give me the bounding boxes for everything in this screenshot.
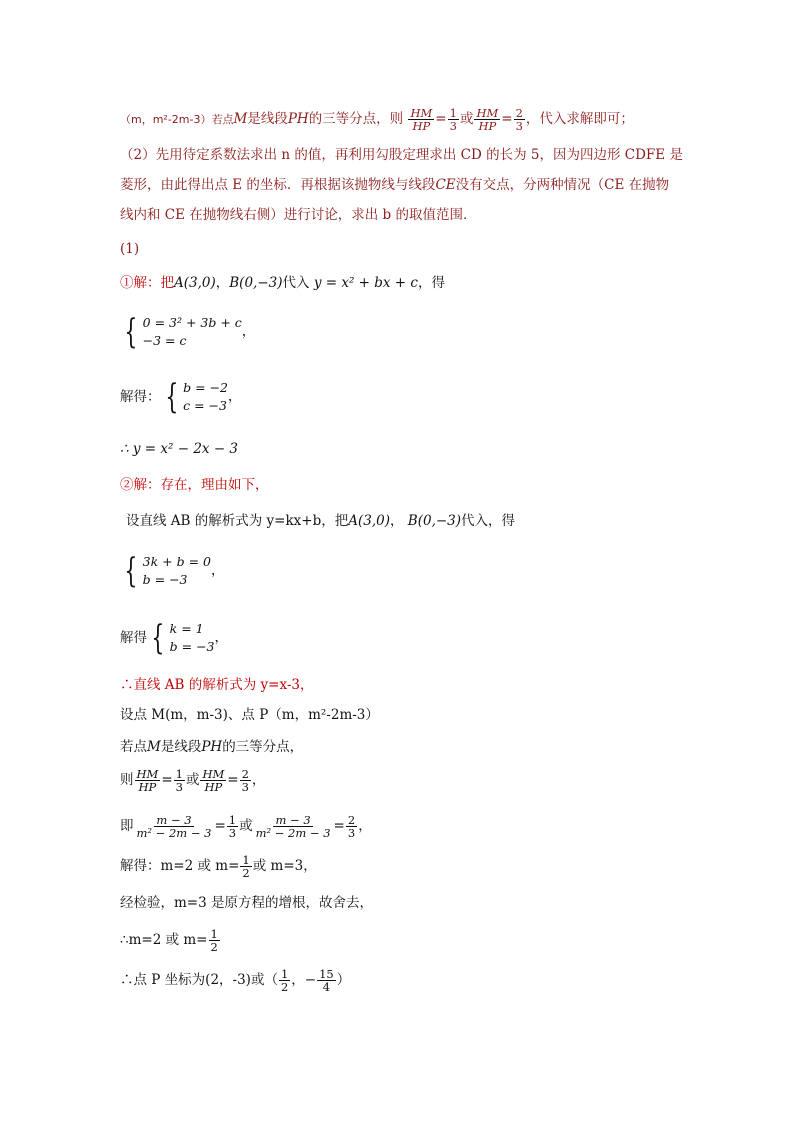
fraction-one-third: $\frac{1}{3}$ bbox=[449, 106, 457, 133]
intro-line-4: 线内和 CE 在抛物线右侧）进行讨论，求出 b 的取值范围． bbox=[120, 207, 477, 223]
points-setup: 设点 M(m，m-3)、点 P（m，m²-2m-3） bbox=[120, 707, 379, 723]
step-2-setup: 设直线 AB 的解析式为 y=kx+b，把A(3,0)， B(0,−3)代入，得 bbox=[126, 513, 516, 529]
ratio-condition: 则 $\frac{HM}{HP}$ = $\frac{1}{3}$ 或 $\frac{HM}{HP}$ = $\frac{2}{3}$ ， bbox=[120, 767, 266, 794]
line-ab-equation: ∴直线 AB 的解析式为 y=x-3， bbox=[120, 677, 314, 693]
fraction-hm-hp: $\frac{HM}{HP}$ bbox=[410, 106, 433, 133]
step-1-statement: ①解：把A(3,0)，B(0,−3)代入 y = x² + bx + c，得 bbox=[120, 275, 445, 291]
step-1-result: ∴ y = x² − 2x − 3 bbox=[120, 441, 239, 457]
m-final: ∴m=2 或 m= $\frac{1}{2}$ bbox=[120, 927, 218, 954]
trisect-statement: 若点M是线段PH的三等分点， bbox=[120, 739, 304, 755]
step-2-solution: 解得 { k = 1 b = −3 ， bbox=[120, 618, 228, 658]
step-1-solution: 解得： { b = −2 c = −3 ， bbox=[120, 377, 242, 417]
step-1-system: { 0 = 3² + 3b + c −3 = c ， bbox=[124, 312, 256, 352]
part-1-label: (1) bbox=[120, 241, 140, 257]
point-p-coordinates: ∴点 P 坐标为(2，-3)或（ $\frac{1}{2}$ ，− $\frac{15}{4}$ ） bbox=[120, 967, 351, 994]
m-solutions: 解得：m=2 或 m= $\frac{1}{2}$ 或 m=3， bbox=[120, 853, 317, 880]
ratio-equation: 即 $\frac{m - 3}{\text{m² − 2m − 3}}$ = $\frac{1}{3}$ 或 $\frac{m - 3}{\text{m² − 2m − 3}}$ = $\frac{2}{3}$ ， bbox=[120, 813, 372, 840]
intro-line-3: 菱形，由此得出点 E 的坐标．再根据该抛物线与线段CE没有交点，分两种情况（CE 在抛物 bbox=[120, 177, 670, 193]
step-2-system: { 3k + b = 0 b = −3 ， bbox=[124, 551, 225, 591]
intro-line-2: （2）先用待定系数法求出 n 的值，再利用勾股定理求出 CD 的长为 5，因为四边形 CDFE 是 bbox=[120, 147, 683, 163]
fraction-hm-hp-2: $\frac{HM}{HP}$ bbox=[476, 106, 499, 133]
extraneous-root-check: 经检验，m=3 是原方程的增根，故舍去， bbox=[120, 895, 373, 911]
intro-line-1: （m，m²-2m-3）若点M是线段PH的三等分点，则 $\frac{HM}{HP}$ = $\frac{1}{3}$ 或 $\frac{HM}{HP}$ = $\frac{2}{3}$ ，代入求解即可； bbox=[120, 106, 634, 133]
step-2-label: ②解：存在，理由如下， bbox=[120, 477, 269, 493]
fraction-two-thirds: $\frac{2}{3}$ bbox=[515, 106, 523, 133]
